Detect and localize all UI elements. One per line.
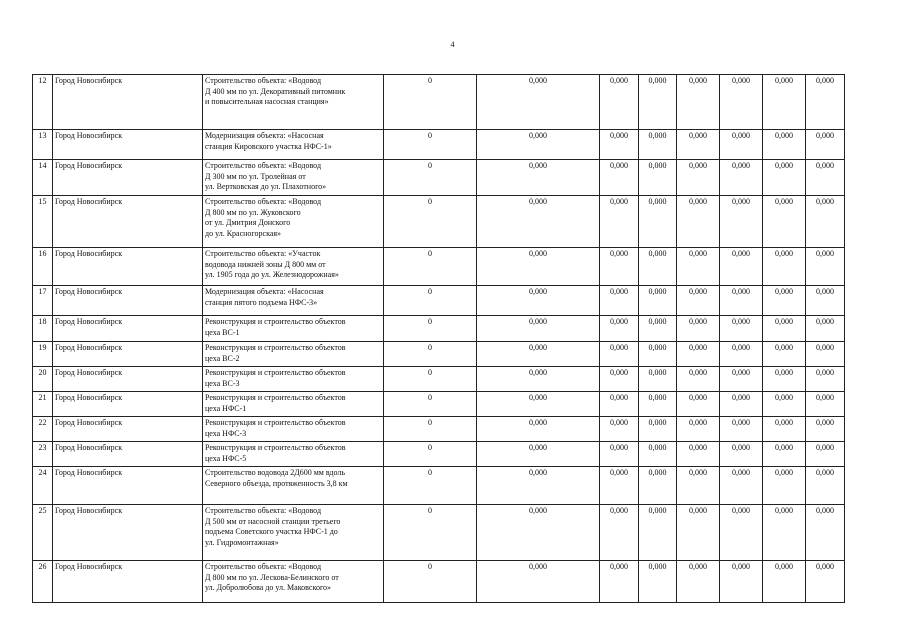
value-cell-3: 0,000 bbox=[600, 342, 639, 367]
value-cell-6: 0,000 bbox=[720, 561, 763, 603]
value-cell-4: 0,000 bbox=[639, 130, 677, 160]
value-cell-3: 0,000 bbox=[600, 561, 639, 603]
project-description-cell: Строительство объекта: «Водовод Д 300 мм по ул. Тролейная от ул. Вертковская до ул. Плахотного» bbox=[203, 160, 384, 196]
value-cell-3: 0,000 bbox=[600, 417, 639, 442]
value-cell-5: 0,000 bbox=[677, 130, 720, 160]
value-cell-5: 0,000 bbox=[677, 316, 720, 342]
row-number: 18 bbox=[33, 316, 53, 342]
value-cell-4: 0,000 bbox=[639, 75, 677, 130]
municipality-cell: Город Новосибирск bbox=[53, 367, 203, 392]
value-cell-2: 0,000 bbox=[477, 561, 600, 603]
value-cell-4: 0,000 bbox=[639, 160, 677, 196]
municipality-cell: Город Новосибирск bbox=[53, 505, 203, 561]
value-cell-1: 0 bbox=[384, 505, 477, 561]
project-description-cell: Реконструкция и строительство объектов цеха ВС-3 bbox=[203, 367, 384, 392]
value-cell-2: 0,000 bbox=[477, 160, 600, 196]
value-cell-1: 0 bbox=[384, 196, 477, 248]
municipality-cell: Город Новосибирск bbox=[53, 196, 203, 248]
project-description-cell: Строительство объекта: «Участок водовода нижней зоны Д 800 мм от ул. 1905 года до ул. Железнодорожная» bbox=[203, 248, 384, 286]
value-cell-3: 0,000 bbox=[600, 505, 639, 561]
value-cell-6: 0,000 bbox=[720, 505, 763, 561]
value-cell-3: 0,000 bbox=[600, 248, 639, 286]
table-row bbox=[33, 417, 845, 442]
project-description-cell: Модернизация объекта: «Насосная станция Кировского участка НФС-1» bbox=[203, 130, 384, 160]
value-cell-8: 0,000 bbox=[806, 160, 845, 196]
row-number: 14 bbox=[33, 160, 53, 196]
value-cell-4: 0,000 bbox=[639, 342, 677, 367]
row-number: 15 bbox=[33, 196, 53, 248]
value-cell-7: 0,000 bbox=[763, 367, 806, 392]
municipality-cell: Город Новосибирск bbox=[53, 342, 203, 367]
value-cell-2: 0,000 bbox=[477, 286, 600, 316]
row-number: 12 bbox=[33, 75, 53, 130]
value-cell-5: 0,000 bbox=[677, 248, 720, 286]
project-description-cell: Строительство объекта: «Водовод Д 400 мм по ул. Декоративный питомник и повысительная насосная станция» bbox=[203, 75, 384, 130]
value-cell-7: 0,000 bbox=[763, 392, 806, 417]
value-cell-7: 0,000 bbox=[763, 561, 806, 603]
value-cell-2: 0,000 bbox=[477, 342, 600, 367]
value-cell-6: 0,000 bbox=[720, 196, 763, 248]
value-cell-8: 0,000 bbox=[806, 342, 845, 367]
value-cell-6: 0,000 bbox=[720, 286, 763, 316]
table-row bbox=[33, 561, 845, 603]
table-row bbox=[33, 442, 845, 467]
table-row bbox=[33, 342, 845, 367]
value-cell-4: 0,000 bbox=[639, 392, 677, 417]
row-number: 21 bbox=[33, 392, 53, 417]
table-row bbox=[33, 467, 845, 505]
value-cell-6: 0,000 bbox=[720, 467, 763, 505]
value-cell-3: 0,000 bbox=[600, 316, 639, 342]
value-cell-1: 0 bbox=[384, 367, 477, 392]
project-description-cell: Реконструкция и строительство объектов цеха НФС-1 bbox=[203, 392, 384, 417]
value-cell-5: 0,000 bbox=[677, 417, 720, 442]
value-cell-8: 0,000 bbox=[806, 196, 845, 248]
municipality-cell: Город Новосибирск bbox=[53, 442, 203, 467]
table-row bbox=[33, 286, 845, 316]
data-table bbox=[32, 74, 845, 603]
row-number: 17 bbox=[33, 286, 53, 316]
value-cell-1: 0 bbox=[384, 130, 477, 160]
value-cell-4: 0,000 bbox=[639, 196, 677, 248]
value-cell-2: 0,000 bbox=[477, 130, 600, 160]
page-number: 4 bbox=[450, 40, 455, 49]
municipality-cell: Город Новосибирск bbox=[53, 392, 203, 417]
municipality-cell: Город Новосибирск bbox=[53, 286, 203, 316]
value-cell-2: 0,000 bbox=[477, 442, 600, 467]
value-cell-4: 0,000 bbox=[639, 367, 677, 392]
table-row bbox=[33, 75, 845, 130]
value-cell-5: 0,000 bbox=[677, 561, 720, 603]
value-cell-6: 0,000 bbox=[720, 160, 763, 196]
value-cell-2: 0,000 bbox=[477, 75, 600, 130]
value-cell-2: 0,000 bbox=[477, 196, 600, 248]
table-row bbox=[33, 392, 845, 417]
value-cell-7: 0,000 bbox=[763, 160, 806, 196]
value-cell-5: 0,000 bbox=[677, 367, 720, 392]
value-cell-1: 0 bbox=[384, 442, 477, 467]
row-number: 23 bbox=[33, 442, 53, 467]
value-cell-2: 0,000 bbox=[477, 505, 600, 561]
value-cell-6: 0,000 bbox=[720, 367, 763, 392]
value-cell-8: 0,000 bbox=[806, 367, 845, 392]
value-cell-6: 0,000 bbox=[720, 248, 763, 286]
value-cell-1: 0 bbox=[384, 316, 477, 342]
project-description-cell: Строительство объекта: «Водовод Д 800 мм по ул. Жуковского от ул. Дмитрия Донского до ул. Красногорская» bbox=[203, 196, 384, 248]
row-number: 16 bbox=[33, 248, 53, 286]
project-description-cell: Реконструкция и строительство объектов цеха НФС-3 bbox=[203, 417, 384, 442]
value-cell-6: 0,000 bbox=[720, 392, 763, 417]
value-cell-5: 0,000 bbox=[677, 286, 720, 316]
value-cell-3: 0,000 bbox=[600, 442, 639, 467]
value-cell-7: 0,000 bbox=[763, 467, 806, 505]
value-cell-8: 0,000 bbox=[806, 467, 845, 505]
value-cell-1: 0 bbox=[384, 286, 477, 316]
value-cell-8: 0,000 bbox=[806, 316, 845, 342]
value-cell-7: 0,000 bbox=[763, 342, 806, 367]
value-cell-7: 0,000 bbox=[763, 505, 806, 561]
value-cell-5: 0,000 bbox=[677, 392, 720, 417]
project-description-cell: Реконструкция и строительство объектов цеха НФС-5 bbox=[203, 442, 384, 467]
value-cell-8: 0,000 bbox=[806, 505, 845, 561]
value-cell-4: 0,000 bbox=[639, 316, 677, 342]
value-cell-4: 0,000 bbox=[639, 442, 677, 467]
value-cell-3: 0,000 bbox=[600, 286, 639, 316]
row-number: 26 bbox=[33, 561, 53, 603]
table-row bbox=[33, 160, 845, 196]
value-cell-2: 0,000 bbox=[477, 417, 600, 442]
value-cell-6: 0,000 bbox=[720, 75, 763, 130]
municipality-cell: Город Новосибирск bbox=[53, 75, 203, 130]
value-cell-1: 0 bbox=[384, 248, 477, 286]
value-cell-7: 0,000 bbox=[763, 442, 806, 467]
municipality-cell: Город Новосибирск bbox=[53, 417, 203, 442]
value-cell-2: 0,000 bbox=[477, 467, 600, 505]
value-cell-4: 0,000 bbox=[639, 248, 677, 286]
value-cell-5: 0,000 bbox=[677, 342, 720, 367]
value-cell-2: 0,000 bbox=[477, 392, 600, 417]
value-cell-6: 0,000 bbox=[720, 417, 763, 442]
project-description-cell: Строительство объекта: «Водовод Д 500 мм от насосной станции третьего подъема Советского участка НФС-1 до ул. Гидромонтажная» bbox=[203, 505, 384, 561]
value-cell-8: 0,000 bbox=[806, 248, 845, 286]
value-cell-8: 0,000 bbox=[806, 130, 845, 160]
value-cell-4: 0,000 bbox=[639, 286, 677, 316]
municipality-cell: Город Новосибирск bbox=[53, 248, 203, 286]
table-row bbox=[33, 248, 845, 286]
value-cell-7: 0,000 bbox=[763, 196, 806, 248]
value-cell-2: 0,000 bbox=[477, 367, 600, 392]
municipality-cell: Город Новосибирск bbox=[53, 130, 203, 160]
value-cell-6: 0,000 bbox=[720, 130, 763, 160]
value-cell-8: 0,000 bbox=[806, 561, 845, 603]
value-cell-8: 0,000 bbox=[806, 392, 845, 417]
municipality-cell: Город Новосибирск bbox=[53, 561, 203, 603]
value-cell-4: 0,000 bbox=[639, 561, 677, 603]
project-description-cell: Строительство объекта: «Водовод Д 800 мм по ул. Лескова-Белинского от ул. Добролюбова до ул. Маковского» bbox=[203, 561, 384, 603]
value-cell-8: 0,000 bbox=[806, 75, 845, 130]
value-cell-8: 0,000 bbox=[806, 442, 845, 467]
value-cell-2: 0,000 bbox=[477, 248, 600, 286]
municipality-cell: Город Новосибирск bbox=[53, 160, 203, 196]
value-cell-4: 0,000 bbox=[639, 505, 677, 561]
value-cell-5: 0,000 bbox=[677, 75, 720, 130]
project-description-cell: Реконструкция и строительство объектов цеха ВС-2 bbox=[203, 342, 384, 367]
value-cell-1: 0 bbox=[384, 160, 477, 196]
value-cell-3: 0,000 bbox=[600, 160, 639, 196]
value-cell-1: 0 bbox=[384, 417, 477, 442]
value-cell-5: 0,000 bbox=[677, 505, 720, 561]
value-cell-7: 0,000 bbox=[763, 75, 806, 130]
value-cell-1: 0 bbox=[384, 561, 477, 603]
value-cell-3: 0,000 bbox=[600, 130, 639, 160]
table-row bbox=[33, 505, 845, 561]
value-cell-6: 0,000 bbox=[720, 442, 763, 467]
value-cell-3: 0,000 bbox=[600, 392, 639, 417]
row-number: 20 bbox=[33, 367, 53, 392]
value-cell-1: 0 bbox=[384, 75, 477, 130]
row-number: 13 bbox=[33, 130, 53, 160]
table-row bbox=[33, 316, 845, 342]
value-cell-5: 0,000 bbox=[677, 467, 720, 505]
value-cell-5: 0,000 bbox=[677, 442, 720, 467]
row-number: 19 bbox=[33, 342, 53, 367]
value-cell-6: 0,000 bbox=[720, 342, 763, 367]
value-cell-1: 0 bbox=[384, 342, 477, 367]
table-row bbox=[33, 196, 845, 248]
value-cell-4: 0,000 bbox=[639, 467, 677, 505]
value-cell-3: 0,000 bbox=[600, 75, 639, 130]
value-cell-6: 0,000 bbox=[720, 316, 763, 342]
row-number: 22 bbox=[33, 417, 53, 442]
value-cell-3: 0,000 bbox=[600, 367, 639, 392]
value-cell-7: 0,000 bbox=[763, 130, 806, 160]
project-description-cell: Модернизация объекта: «Насосная станция пятого подъема НФС-3» bbox=[203, 286, 384, 316]
value-cell-5: 0,000 bbox=[677, 160, 720, 196]
table-body bbox=[33, 75, 845, 603]
municipality-cell: Город Новосибирск bbox=[53, 467, 203, 505]
value-cell-3: 0,000 bbox=[600, 467, 639, 505]
value-cell-1: 0 bbox=[384, 392, 477, 417]
value-cell-7: 0,000 bbox=[763, 286, 806, 316]
value-cell-8: 0,000 bbox=[806, 417, 845, 442]
project-description-cell: Строительство водовода 2Д600 мм вдоль Северного объезда, протяженность 3,8 км bbox=[203, 467, 384, 505]
value-cell-5: 0,000 bbox=[677, 196, 720, 248]
table-row bbox=[33, 130, 845, 160]
table-row bbox=[33, 367, 845, 392]
value-cell-7: 0,000 bbox=[763, 316, 806, 342]
value-cell-1: 0 bbox=[384, 467, 477, 505]
value-cell-7: 0,000 bbox=[763, 417, 806, 442]
row-number: 24 bbox=[33, 467, 53, 505]
value-cell-2: 0,000 bbox=[477, 316, 600, 342]
municipality-cell: Город Новосибирск bbox=[53, 316, 203, 342]
row-number: 25 bbox=[33, 505, 53, 561]
value-cell-3: 0,000 bbox=[600, 196, 639, 248]
value-cell-8: 0,000 bbox=[806, 286, 845, 316]
value-cell-4: 0,000 bbox=[639, 417, 677, 442]
value-cell-7: 0,000 bbox=[763, 248, 806, 286]
project-description-cell: Реконструкция и строительство объектов цеха ВС-1 bbox=[203, 316, 384, 342]
